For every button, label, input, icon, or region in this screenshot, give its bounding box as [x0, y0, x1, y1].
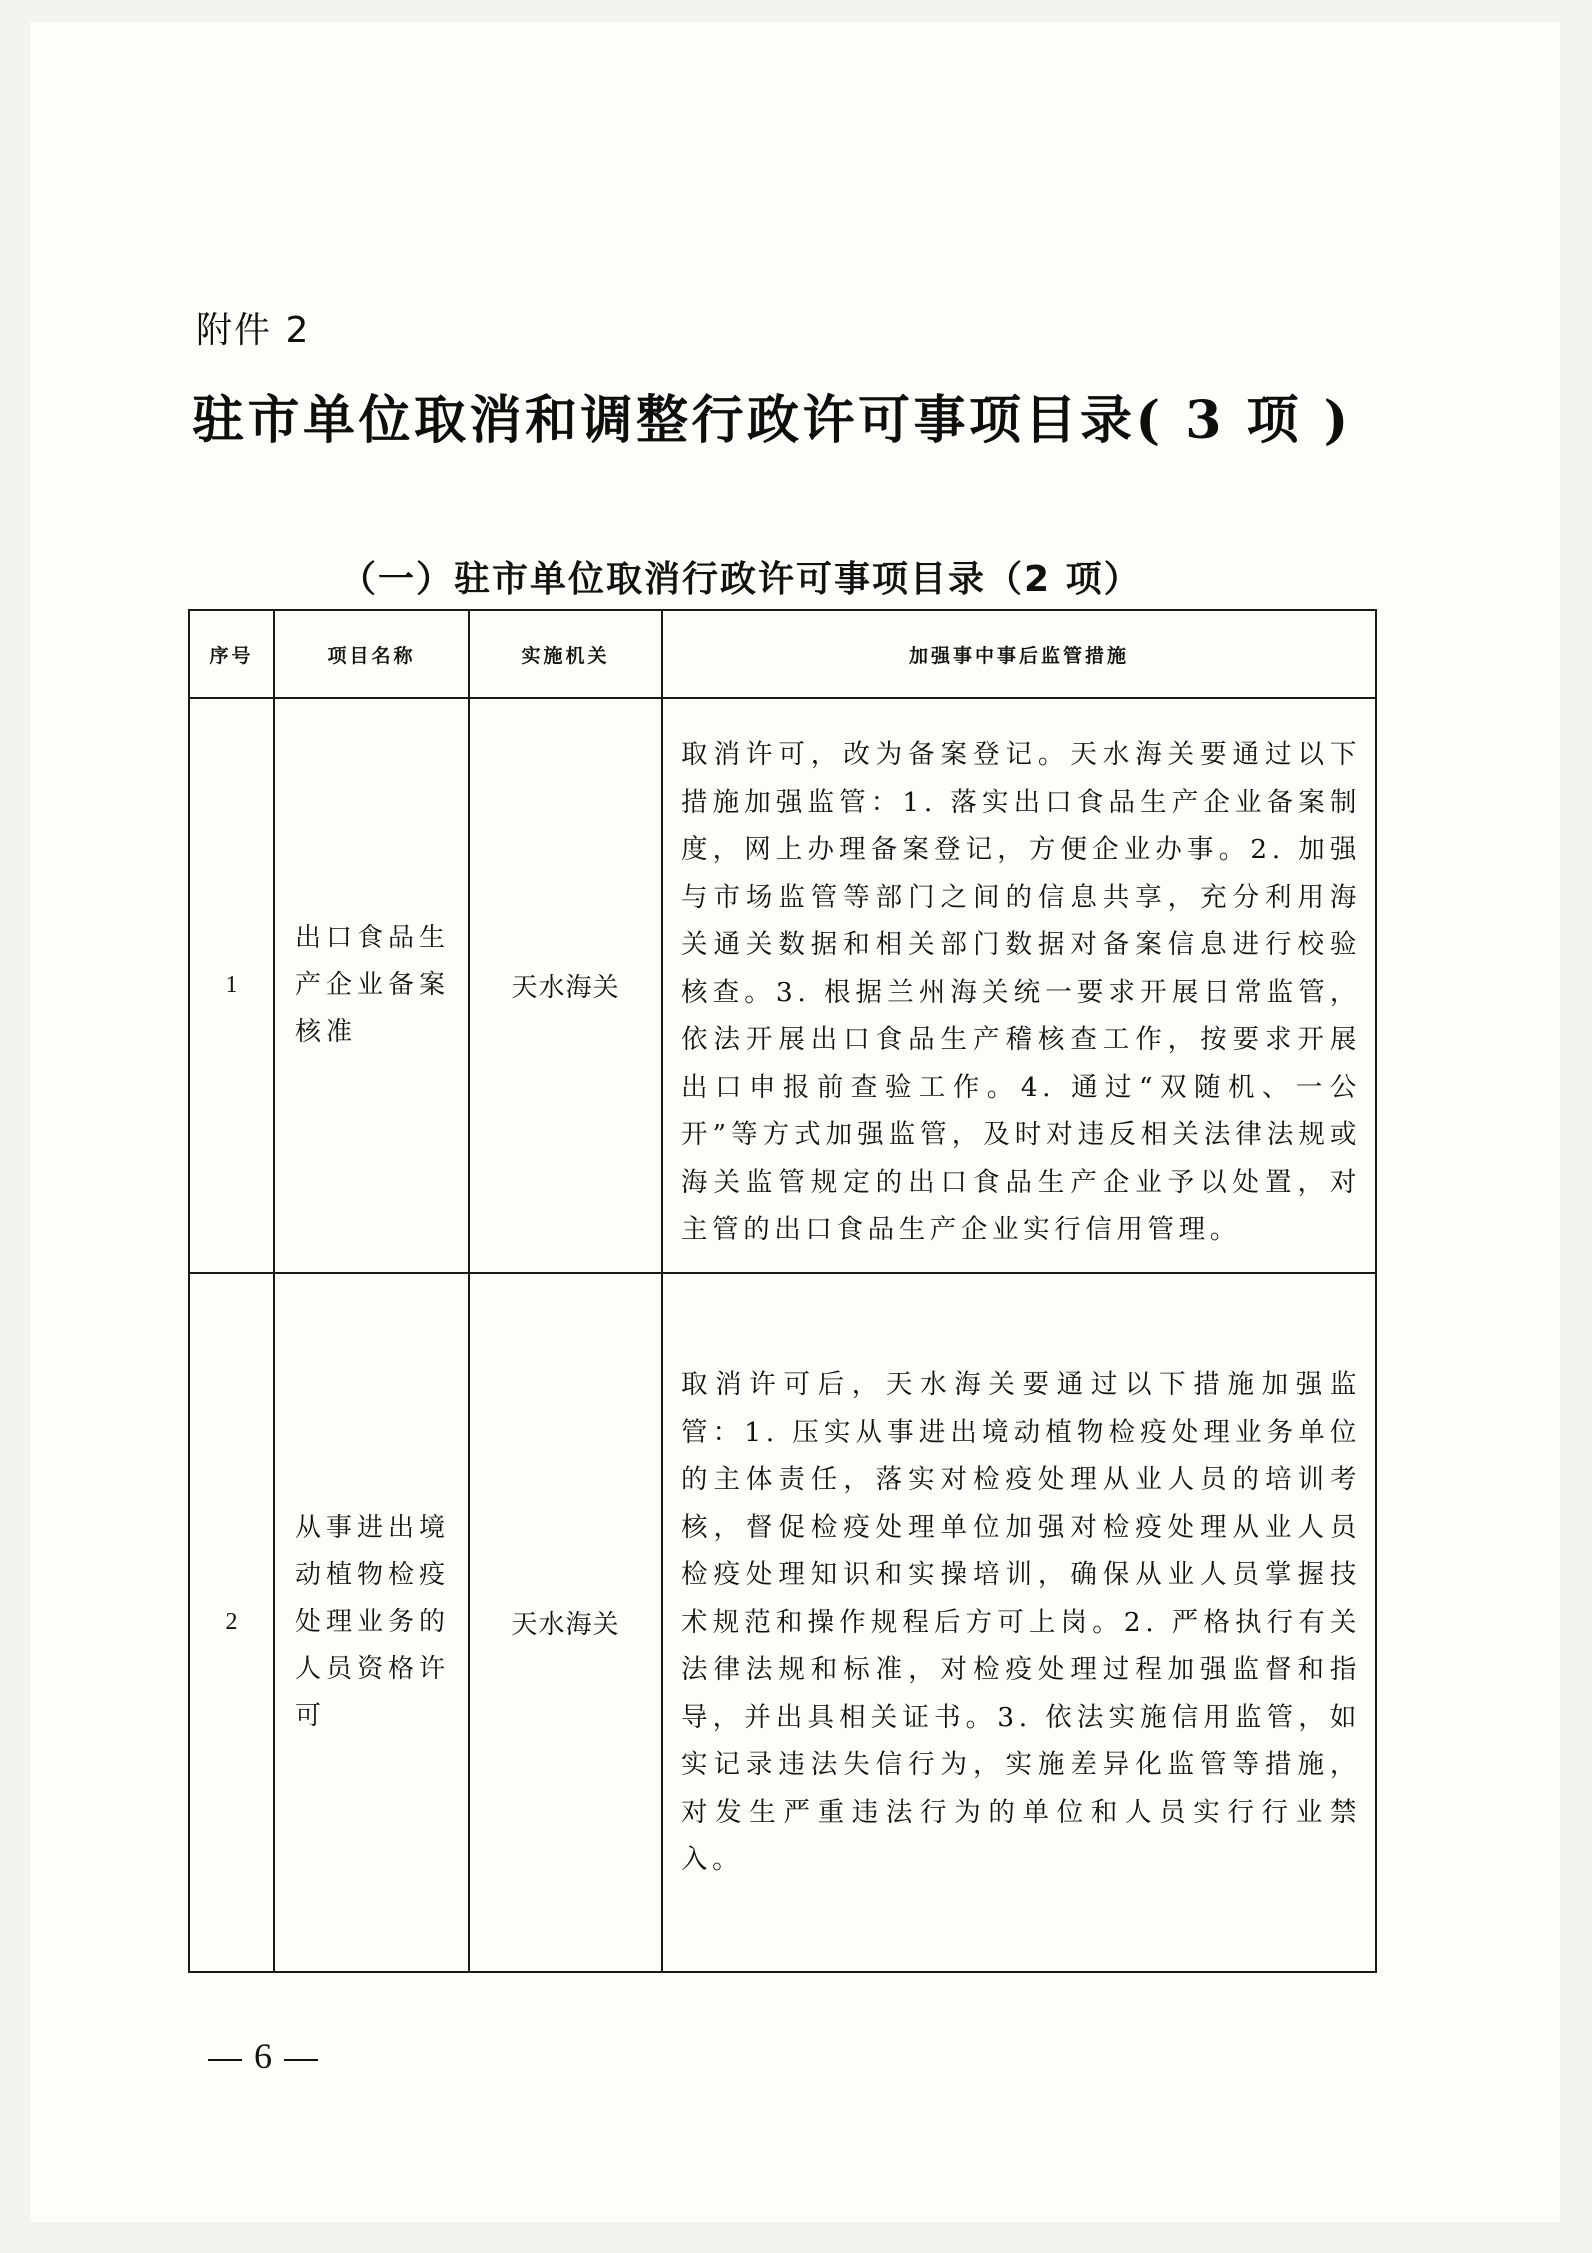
document-title: 驻市单位取消和调整行政许可事项目录( 3 项 ) [192, 390, 1352, 451]
item-name: 出口食品生产企业备案核准 [274, 698, 469, 1273]
table-row [189, 698, 1376, 1273]
page-number-dash-right [284, 2059, 318, 2061]
row-number: 1 [189, 698, 274, 1273]
header-measures: 加强事中事后监管措施 [662, 610, 1376, 698]
item-name: 从事进出境动植物检疫处理业务的人员资格许可 [274, 1273, 469, 1972]
page-number [196, 2035, 330, 2077]
table-row [189, 1273, 1376, 1972]
permits-table [188, 609, 1377, 1973]
page-number-value: 6 [254, 2036, 272, 2076]
header-org: 实施机关 [469, 610, 662, 698]
attachment-label: 附件 2 [196, 310, 311, 351]
supervision-measures: 取消许可后，天水海关要通过以下措施加强监管：1. 压实从事进出境动植物检疫处理业务单位的主体责任，落实对检疫处理从业人员的培训考核，督促检疫处理单位加强对检疫处理从业人员检疫处理知识和实操培训，确保从业人员掌握技术规范和操作规程后方可上岗。2. 严格执行有关法律法规和标准，对检疫处理过程加强监督和指导，并出具相关证书。3. 依法实施信用监管，如实记录违法失信行为，实施差异化监管等措施，对发生严重违法行为的单位和人员实行行业禁入。 [662, 1273, 1376, 1972]
header-no: 序号 [189, 610, 274, 698]
page-number-dash-left [208, 2059, 242, 2061]
implementing-agency: 天水海关 [469, 698, 662, 1273]
implementing-agency: 天水海关 [469, 1273, 662, 1972]
section-title: （一）驻市单位取消行政许可事项目录（2 项） [340, 559, 1142, 600]
header-name: 项目名称 [274, 610, 469, 698]
row-number: 2 [189, 1273, 274, 1972]
supervision-measures: 取消许可，改为备案登记。天水海关要通过以下措施加强监管：1. 落实出口食品生产企业备案制度，网上办理备案登记，方便企业办事。2. 加强与市场监管等部门之间的信息共享，充分利用海关通关数据和相关部门数据对备案信息进行校验核查。3. 根据兰州海关统一要求开展日常监管，依法开展出口食品生产稽核查工作，按要求开展出口申报前查验工作。4. 通过“双随机、一公开”等方式加强监管，及时对违反相关法律法规或海关监管规定的出口食品生产企业予以处置，对主管的出口食品生产企业实行信用管理。 [662, 698, 1376, 1273]
table-header-row [189, 610, 1376, 698]
